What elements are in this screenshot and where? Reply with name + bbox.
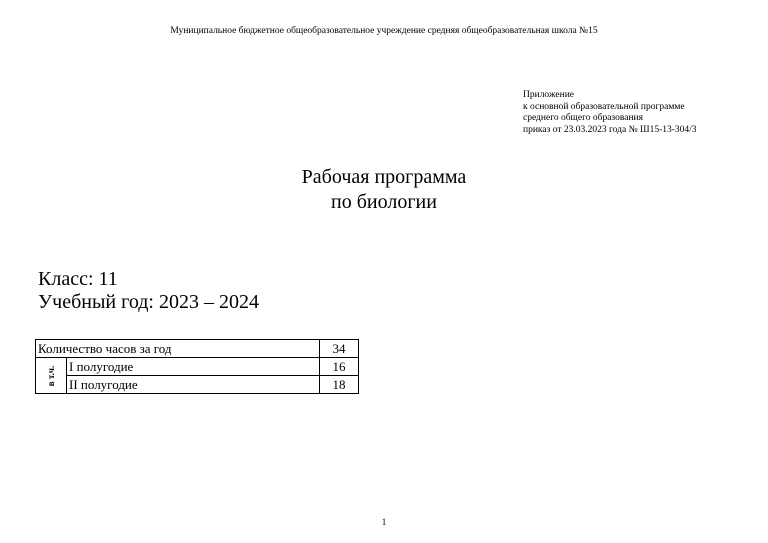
appendix-line: к основной образовательной программе	[523, 101, 685, 112]
school-year-line: Учебный год: 2023 – 2024	[38, 291, 259, 313]
document-title	[0, 165, 768, 215]
hours-table	[35, 339, 359, 394]
title-line-subject: по биологии	[331, 191, 437, 213]
class-info	[38, 268, 259, 314]
appendix-note	[523, 90, 697, 136]
table-row-total	[36, 340, 359, 358]
class-line: Класс: 11	[38, 268, 118, 290]
semester-label: I полугодие	[67, 358, 320, 376]
page-number: 1	[381, 517, 387, 527]
semester-label: II полугодие	[67, 376, 320, 394]
appendix-line: среднего общего образования	[523, 113, 643, 124]
semester-hours: 16	[320, 358, 359, 376]
semester-hours: 18	[320, 376, 359, 394]
total-hours-label: Количество часов за год	[36, 340, 320, 358]
including-cell	[36, 358, 67, 394]
school-name: Муниципальное бюджетное общеобразовательное учреждение средняя общеобразовательная школа №15	[170, 26, 598, 36]
appendix-line: Приложение	[523, 90, 574, 100]
including-label: в т.ч.	[46, 365, 56, 386]
appendix-line: приказ от 23.03.2023 года № Ш15-13-304/3	[523, 124, 697, 135]
total-hours-value: 34	[320, 340, 359, 358]
table-row	[36, 358, 359, 376]
table-row	[36, 376, 359, 394]
title-line-program: Рабочая программа	[301, 166, 467, 188]
